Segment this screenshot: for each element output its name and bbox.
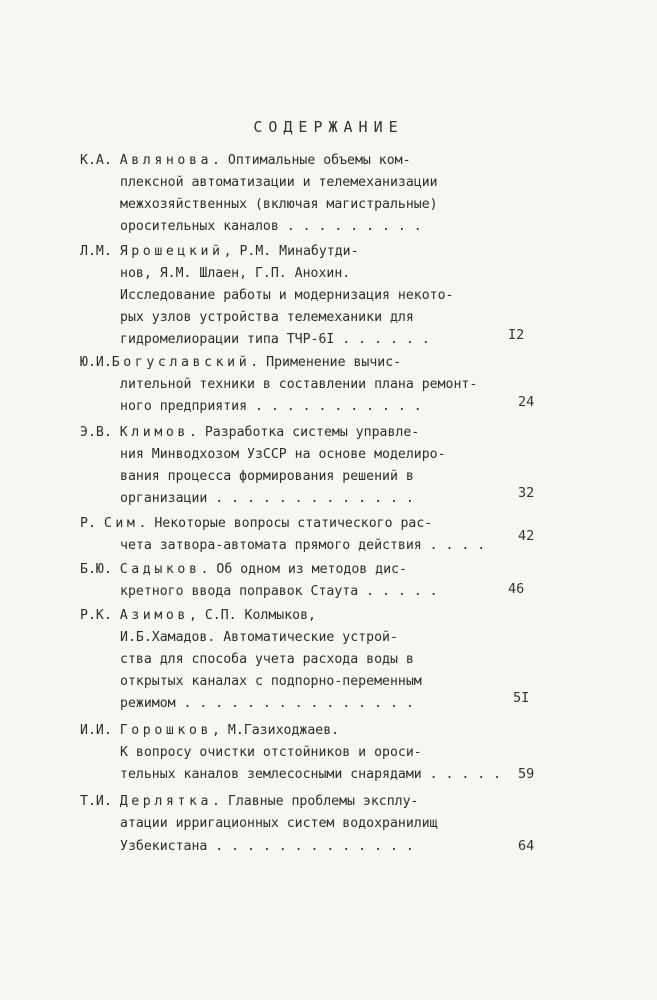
author-initials: Р.К. xyxy=(80,608,112,623)
entry-text: . Применение вычис- xyxy=(250,355,402,370)
toc-entry-8-line-1 xyxy=(80,722,339,740)
page-number: 64 xyxy=(518,838,535,854)
author-surname: Ярошецкий xyxy=(119,244,224,259)
author-surname: Горошков xyxy=(119,723,213,738)
page-number: 24 xyxy=(518,394,535,410)
contents-heading: СОДЕРЖАНИЕ xyxy=(253,118,404,136)
toc-entry-4-line-3: вания процесса формирования решений в xyxy=(120,469,414,484)
author-surname: Сим xyxy=(103,516,139,531)
toc-entry-2-line-3: Исследование работы и модернизация некото- xyxy=(120,288,454,303)
toc-entry-9-line-2: атации ирригационных систем водохранилищ xyxy=(120,816,438,831)
author-initials: Э.В. xyxy=(80,425,112,440)
author-initials: К.А. xyxy=(80,153,112,168)
page-number: I2 xyxy=(508,327,525,343)
author-surname: Авлянова xyxy=(119,153,213,168)
author-initials: Ю.И. xyxy=(80,355,112,370)
entry-text: . Оптимальные объемы ком- xyxy=(212,153,411,168)
toc-entry-5-line-1 xyxy=(80,515,432,533)
toc-entry-9-line-1 xyxy=(80,793,418,811)
toc-entry-4-line-4: организации . . . . . . . . . . . . . xyxy=(120,491,414,506)
author-surname: Дерлятка xyxy=(119,794,213,809)
toc-entry-7-line-3: ства для способа учета расхода воды в xyxy=(120,652,414,667)
author-surname: Садыков xyxy=(119,562,201,577)
toc-entry-8-line-3: тельных каналов землесосными снарядами . . . . . xyxy=(120,767,502,782)
toc-entry-8-line-2: К вопросу очистки отстойников и ороси- xyxy=(120,745,422,760)
toc-entry-9-line-3: Узбекистана . . . . . . . . . . . . . xyxy=(120,839,414,854)
entry-text: . Некоторые вопросы статического рас- xyxy=(138,516,433,531)
page-number: 59 xyxy=(518,766,535,782)
toc-entry-3-line-1 xyxy=(80,354,401,372)
toc-entry-6-line-2: кретного ввода поправок Стаута . . . . . xyxy=(120,584,438,599)
entry-text: . Главные проблемы эксплу- xyxy=(212,794,419,809)
toc-entry-1-line-1 xyxy=(80,152,411,170)
toc-entry-3-line-3: ного предприятия . . . . . . . . . . . xyxy=(120,399,422,414)
entry-text: , Р.М. Минабутди- xyxy=(223,244,359,259)
toc-entry-7-line-4: открытых каналах с подпорно-переменным xyxy=(120,674,422,689)
entry-text: , М.Газиходжаев. xyxy=(212,723,340,738)
toc-entry-5-line-2: чета затвора-автомата прямого действия . . . . xyxy=(120,538,486,553)
toc-entry-4-line-1 xyxy=(80,424,419,442)
toc-entry-3-line-2: лительной техники в составлении плана ремонт- xyxy=(120,377,478,392)
author-initials: Б.Ю. xyxy=(80,562,112,577)
author-initials: И.И. xyxy=(80,723,112,738)
entry-text: . Разработка системы управле- xyxy=(188,425,420,440)
author-surname: Богуславский xyxy=(111,355,251,370)
page-number: 32 xyxy=(518,485,535,501)
author-initials: Л.М. xyxy=(80,244,112,259)
entry-text: . Об одном из методов дис- xyxy=(200,562,407,577)
toc-entry-6-line-1 xyxy=(80,561,407,579)
author-surname: Климов xyxy=(119,425,189,440)
author-initials: Р. xyxy=(80,516,96,531)
toc-entry-7-line-2: И.Б.Хамадов. Автоматические устрой- xyxy=(120,630,398,645)
toc-entry-1-line-4: оросительных каналов . . . . . . . . . xyxy=(120,219,422,234)
entry-text: , С.П. Колмыков, xyxy=(188,608,317,623)
author-surname: Азимов xyxy=(119,608,189,623)
toc-entry-7-line-5: режимом . . . . . . . . . . . . . . . xyxy=(120,696,414,711)
toc-entry-1-line-2: плексной автоматизации и телемеханизации xyxy=(120,175,438,190)
toc-entry-4-line-2: ния Минводхозом УзССР на основе моделиро- xyxy=(120,447,446,462)
author-initials: Т.И. xyxy=(80,794,112,809)
page-number: 46 xyxy=(508,581,525,597)
toc-entry-2-line-2: нов, Я.М. Шлаен, Г.П. Анохин. xyxy=(120,266,351,281)
page-number: 42 xyxy=(518,528,535,544)
page-number: 5I xyxy=(513,690,530,706)
toc-entry-2-line-1 xyxy=(80,243,359,261)
toc-entry-2-line-4: рых узлов устройства телемеханики для xyxy=(120,310,414,325)
toc-entry-2-line-5: гидромелиорации типа ТЧР-6I . . . . . . xyxy=(120,332,430,347)
toc-entry-7-line-1 xyxy=(80,607,316,625)
toc-entry-1-line-3: межхозяйственных (включая магистральные) xyxy=(120,197,438,212)
